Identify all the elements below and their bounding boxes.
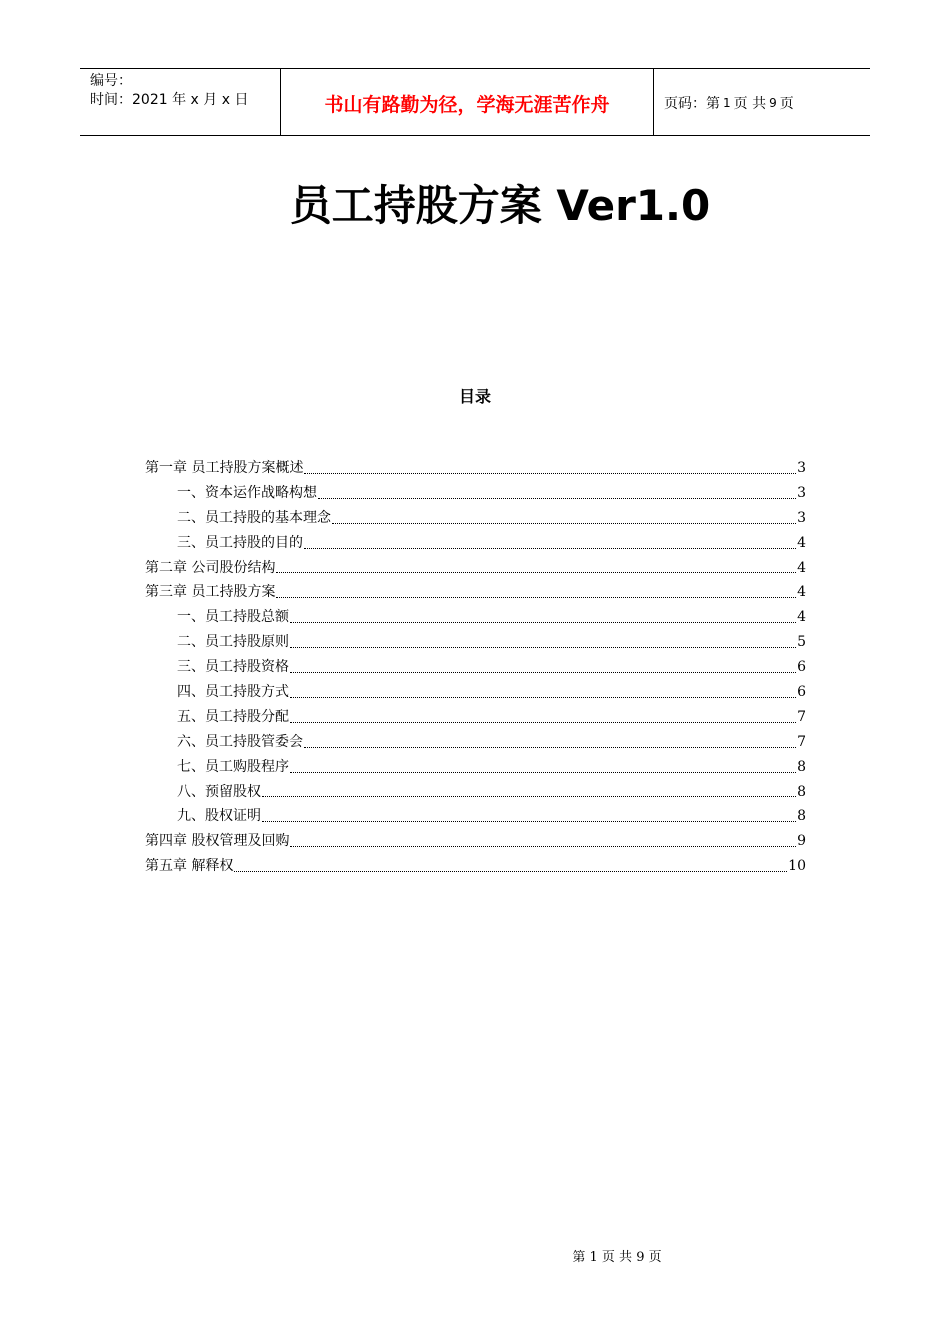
toc-entry[interactable] xyxy=(145,605,806,630)
page-footer: 第 1 页 共 9 页 xyxy=(572,1250,662,1265)
toc-entry-label: 第一章 员工持股方案概述 xyxy=(145,460,304,476)
toc-entry-page: 3 xyxy=(797,484,806,501)
header-motto: 书山有路勤为径，学海无涯苦作舟 xyxy=(281,69,654,135)
toc-entry-page: 3 xyxy=(797,509,806,526)
toc-entry-page: 7 xyxy=(797,708,806,725)
toc-entry-label: 第四章 股权管理及回购 xyxy=(145,833,290,850)
toc-entry-label: 七、员工购股程序 xyxy=(177,758,289,775)
toc-entry-page: 4 xyxy=(797,534,806,551)
toc-entry-label: 第三章 员工持股方案 xyxy=(145,584,276,601)
toc-entry[interactable] xyxy=(145,456,806,481)
toc-entry-label: 二、员工持股的基本理念 xyxy=(177,509,331,526)
toc-entry-label: 三、员工持股资格 xyxy=(177,659,289,676)
document-title: 员工持股方案 Ver1.0 xyxy=(289,181,711,230)
toc-entry-page: 4 xyxy=(797,609,806,626)
toc-heading: 目录 xyxy=(458,387,491,406)
toc-leader-dots xyxy=(332,523,796,524)
toc-entry-label: 第二章 公司股份结构 xyxy=(145,559,276,576)
toc-entry-label: 二、员工持股原则 xyxy=(177,634,289,651)
toc-leader-dots xyxy=(276,572,796,573)
page-prefix: 页码：第 xyxy=(664,95,720,112)
toc-leader-dots xyxy=(262,796,796,797)
toc-entry[interactable] xyxy=(145,730,806,755)
header-page-info xyxy=(654,69,870,135)
toc-entry-page: 10 xyxy=(788,858,806,875)
toc-entry[interactable] xyxy=(145,705,806,730)
toc-entry-page: 9 xyxy=(797,833,806,850)
toc-leader-dots xyxy=(276,597,796,598)
toc-entry-page: 4 xyxy=(797,584,806,601)
toc-entry[interactable] xyxy=(145,580,806,605)
table-of-contents xyxy=(145,456,806,879)
toc-entry[interactable] xyxy=(145,854,806,879)
toc-leader-dots xyxy=(304,548,796,549)
toc-entry-page: 6 xyxy=(797,684,806,701)
page-total: 9 xyxy=(769,95,777,110)
header-meta-cell xyxy=(80,69,281,135)
toc-entry-page: 6 xyxy=(797,659,806,676)
toc-entry-label: 一、员工持股总额 xyxy=(177,609,289,626)
toc-leader-dots xyxy=(290,722,796,723)
toc-leader-dots xyxy=(262,821,796,822)
toc-leader-dots xyxy=(290,772,796,773)
toc-entry[interactable] xyxy=(145,630,806,655)
toc-entry[interactable] xyxy=(145,481,806,506)
toc-entry[interactable] xyxy=(145,804,806,829)
toc-entry[interactable] xyxy=(145,655,806,680)
toc-entry[interactable] xyxy=(145,755,806,780)
toc-entry[interactable] xyxy=(145,556,806,581)
toc-leader-dots xyxy=(290,647,796,648)
toc-entry-page: 8 xyxy=(797,808,806,825)
header-table xyxy=(80,68,870,136)
document-date: 时间：2021 年 x 月 x 日 xyxy=(90,92,249,108)
toc-entry-page: 3 xyxy=(797,460,806,476)
toc-entry-label: 三、员工持股的目的 xyxy=(177,534,303,551)
toc-leader-dots xyxy=(304,747,796,748)
toc-leader-dots xyxy=(290,622,796,623)
toc-entry-label: 五、员工持股分配 xyxy=(177,708,289,725)
toc-leader-dots xyxy=(318,498,796,499)
toc-entry-page: 5 xyxy=(797,634,806,651)
toc-entry-label: 第五章 解释权 xyxy=(145,858,234,875)
toc-entry-label: 六、员工持股管委会 xyxy=(177,733,303,750)
toc-entry-page: 8 xyxy=(797,783,806,800)
toc-leader-dots xyxy=(234,871,787,872)
toc-entry[interactable] xyxy=(145,829,806,854)
page-current: 1 xyxy=(723,95,731,110)
toc-leader-dots xyxy=(304,473,796,474)
toc-entry[interactable] xyxy=(145,506,806,531)
toc-entry-label: 四、员工持股方式 xyxy=(177,684,289,701)
toc-entry-label: 八、预留股权 xyxy=(177,783,261,800)
toc-entry[interactable] xyxy=(145,531,806,556)
toc-entry-label: 一、资本运作战略构想 xyxy=(177,484,317,501)
document-number-label: 编号： xyxy=(90,73,132,89)
toc-leader-dots xyxy=(290,672,796,673)
toc-leader-dots xyxy=(290,846,796,847)
toc-entry-page: 4 xyxy=(797,559,806,576)
toc-entry[interactable] xyxy=(145,680,806,705)
toc-entry-page: 7 xyxy=(797,733,806,750)
toc-leader-dots xyxy=(290,697,796,698)
page-suffix: 页 xyxy=(779,95,794,112)
toc-entry-page: 8 xyxy=(797,758,806,775)
page-middle: 页 共 xyxy=(733,95,767,112)
toc-entry-label: 九、股权证明 xyxy=(177,808,261,825)
toc-entry[interactable] xyxy=(145,780,806,805)
